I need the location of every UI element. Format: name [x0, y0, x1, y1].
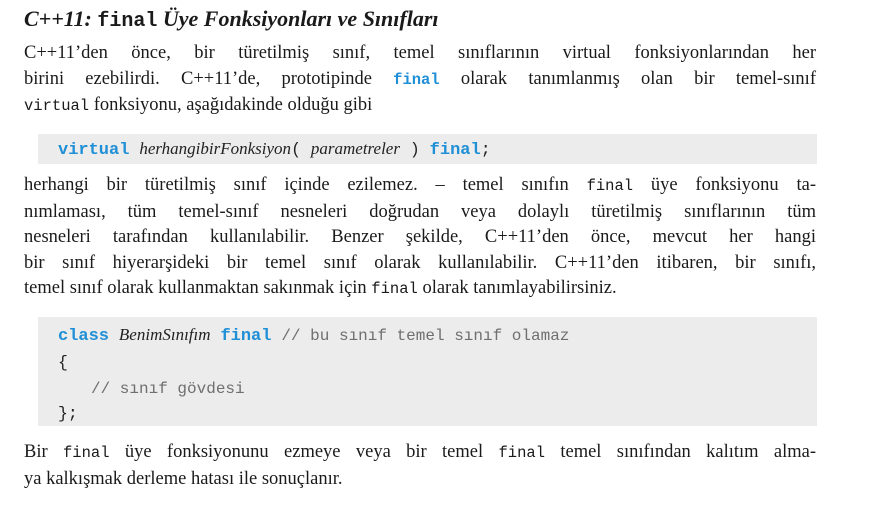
inline-code-final: final: [586, 177, 634, 195]
paragraph-2-line-2: nımlaması, tüm temel-sınıf nesneleri doğrudan veya dolaylı türetilmiş sınıflarının tüm: [24, 201, 816, 222]
paragraph-2-line-3: nesneleri tarafından kullanılabilir. Benzer şekilde, C++11’den önce, mevcut her hangi: [24, 227, 816, 247]
code-block-2: [38, 317, 817, 426]
section-heading: [24, 6, 439, 33]
code-line: [58, 325, 569, 346]
keyword-virtual: virtual: [58, 141, 130, 160]
paragraph-1: [24, 41, 816, 120]
code-line: [58, 352, 68, 372]
close-brace: };: [58, 404, 78, 423]
paragraph-2-line-4: bir sınıf hiyerarşideki bir temel sınıf olarak kullanılabilir. C++11’den itibaren, bir sınıfı,: [24, 252, 816, 273]
text-run: olarak tanımlayabilirsiniz.: [417, 278, 617, 298]
text-run: temel sınıf olarak kullanmaktan sakınmak için: [24, 278, 372, 298]
paragraph-2-line-1: [24, 173, 816, 200]
open-paren: (: [291, 140, 311, 159]
inline-code-final: final: [63, 444, 110, 462]
inline-code-virtual: virtual: [24, 97, 90, 115]
class-name: BenimSınıfım: [118, 325, 211, 344]
code-line: [91, 378, 245, 398]
text-run: fonksiyonu, aşağıdakinde olduğu gibi: [89, 95, 373, 115]
text-run: temel sınıfından kalıtım alma-: [545, 442, 817, 462]
text-run: üye fonksiyonu ta-: [633, 175, 816, 195]
paragraph-1-line-3: [24, 93, 816, 120]
inline-code-final: final: [393, 70, 440, 89]
paragraph-3-line-1: [24, 440, 816, 467]
text-run: olarak tanımlanmış olan bir temel-sınıf: [439, 68, 816, 89]
semicolon: ;: [480, 140, 491, 159]
parameters: parametreler: [310, 139, 400, 158]
text-run: Bir: [24, 442, 63, 462]
function-name: herhangibirFonksiyon: [139, 139, 292, 158]
code-comment: // sınıf gövdesi: [91, 380, 245, 398]
inline-code-final: final: [498, 444, 545, 462]
code-block-1: [38, 134, 817, 164]
heading-suffix: Üye Fonksiyonları ve Sınıfları: [157, 6, 439, 31]
space: [109, 326, 119, 345]
keyword-final: final: [220, 327, 272, 346]
heading-code: final: [97, 10, 158, 33]
keyword-class: class: [58, 327, 110, 346]
paragraph-3-line-2: ya kalkışmak derleme hatası ile sonuçlanır.: [24, 468, 343, 489]
text-run: herhangi bir türetilmiş sınıf içinde ezilemez. – temel sınıfın: [24, 175, 587, 195]
code-line: [58, 139, 491, 160]
space: [271, 326, 281, 345]
paragraph-2-line-5: [24, 276, 816, 303]
space: [129, 140, 139, 159]
text-run: birini ezebilirdi. C++11’de, prototipinde: [24, 68, 394, 89]
open-brace: {: [58, 353, 68, 372]
heading-prefix: C++11:: [24, 6, 98, 31]
close-paren: ): [399, 140, 430, 159]
paragraph-2: [24, 173, 816, 303]
paragraph-1-line-2: [24, 67, 816, 94]
code-line: [58, 403, 78, 423]
inline-code-final: final: [371, 280, 418, 298]
paragraph-3: [24, 440, 816, 492]
paragraph-1-line-1: C++11’den önce, bir türetilmiş sınıf, temel sınıflarının virtual fonksiyonlarından her: [24, 43, 816, 63]
code-comment: // bu sınıf temel sınıf olamaz: [281, 327, 570, 345]
keyword-final: final: [429, 141, 481, 160]
text-run: üye fonksiyonunu ezmeye veya bir temel: [109, 442, 499, 462]
space: [211, 326, 221, 345]
